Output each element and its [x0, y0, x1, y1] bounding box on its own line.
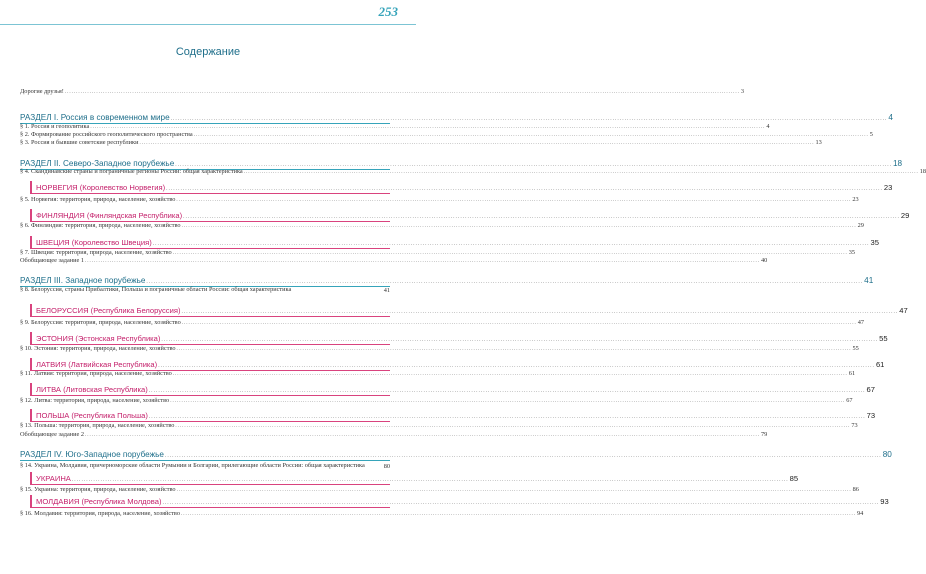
- toc-page-number: 40: [761, 257, 768, 264]
- toc-section-heading: [20, 276, 874, 285]
- toc-country-heading: [20, 411, 876, 420]
- toc-leader-dots: ............................................................................................................................................................................................................................................................................................................: [164, 453, 882, 459]
- toc-country-heading: [20, 334, 888, 343]
- toc-country-heading: [20, 385, 875, 394]
- toc-entry: [20, 397, 853, 404]
- toc-page-number: 73: [866, 411, 876, 420]
- toc-entry-title: § 9. Белоруссия: территория, природа, население, хозяйство: [20, 319, 181, 326]
- country-underline: [30, 484, 390, 485]
- toc-section-heading: [20, 450, 892, 459]
- toc-entry-title: § 3. Россия и бывшие советские республики: [20, 139, 139, 146]
- country-marker-bar: [30, 472, 32, 485]
- toc-entry-title: § 2. Формирование российского геополитического пространства: [20, 131, 193, 138]
- country-marker-bar: [30, 304, 32, 317]
- toc-entry: [20, 196, 859, 203]
- toc-page-number: 4: [888, 113, 893, 122]
- toc-page-number: 55: [852, 345, 859, 352]
- toc-leader-dots: ............................................................................................................................................................................................................................................................................................................: [193, 133, 869, 138]
- toc-entry: [20, 139, 822, 146]
- toc-country-heading: [20, 238, 879, 247]
- toc-section-heading: [20, 159, 903, 168]
- toc-page-number: 4: [766, 123, 770, 130]
- toc-leader-dots: ............................................................................................................................................................................................................................................................................................................: [175, 162, 892, 168]
- country-underline: [30, 193, 390, 194]
- page-number: 253: [378, 4, 398, 19]
- toc-page-number: 41: [383, 287, 390, 294]
- toc-entry-title: УКРАИНА: [36, 474, 71, 483]
- toc-leader-dots: ............................................................................................................................................................................................................................................................................................................: [172, 251, 848, 256]
- toc-leader-dots: ............................................................................................................................................................................................................................................................................................................: [175, 424, 851, 429]
- toc-leader-dots: ............................................................................................................................................................................................................................................................................................................: [64, 90, 740, 95]
- toc-leader-dots: ............................................................................................................................................................................................................................................................................................................: [181, 309, 899, 315]
- toc-leader-dots: ............................................................................................................................................................................................................................................................................................................: [158, 363, 875, 369]
- toc-country-heading: [20, 306, 908, 315]
- toc-leader-dots: ............................................................................................................................................................................................................................................................................................................: [176, 347, 852, 352]
- toc-leader-dots: ............................................................................................................................................................................................................................................................................................................: [170, 116, 888, 122]
- toc-page-number: 29: [900, 211, 910, 220]
- toc-entry: [20, 249, 855, 256]
- toc-page-number: 18: [893, 159, 903, 168]
- toc-page-number: 29: [857, 222, 864, 229]
- toc-page-number: 47: [857, 319, 865, 326]
- toc-leader-dots: ............................................................................................................................................................................................................................................................................................................: [161, 337, 879, 343]
- toc-leader-dots: ............................................................................................................................................................................................................................................................................................................: [146, 279, 864, 285]
- toc-page-number: 23: [883, 183, 893, 192]
- toc-entry: [20, 370, 856, 377]
- country-marker-bar: [30, 383, 32, 396]
- toc-leader-dots: ............................................................................................................................................................................................................................................................................................................: [148, 414, 866, 420]
- country-marker-bar: [30, 495, 32, 508]
- toc-leader-dots: ............................................................................................................................................................................................................................................................................................................: [183, 214, 900, 220]
- toc-page-number: 55: [879, 334, 888, 343]
- toc-entry: [20, 461, 390, 470]
- toc-page-number: 61: [848, 370, 856, 377]
- toc-leader-dots: ............................................................................................................................................................................................................................................................................................................: [162, 500, 880, 506]
- toc-page-number: 5: [869, 131, 873, 138]
- toc-entry-title: § 6. Финляндия: территория, природа, население, хозяйство: [20, 222, 181, 229]
- toc-leader-dots: ............................................................................................................................................................................................................................................................................................................: [90, 125, 766, 130]
- toc-entry-title: ЭСТОНИЯ (Эстонская Республика): [36, 334, 161, 343]
- toc-entry: [20, 285, 390, 294]
- toc-page-number: 3: [740, 88, 744, 95]
- toc-page-number: 67: [846, 397, 853, 404]
- toc-entry: [20, 88, 744, 95]
- toc-entry: [20, 431, 768, 438]
- country-marker-bar: [30, 181, 32, 194]
- toc-leader-dots: ............................................................................................................................................................................................................................................................................................................: [172, 372, 848, 377]
- toc-leader-dots: ............................................................................................................................................................................................................................................................................................................: [176, 488, 852, 493]
- toc-entry-title: РАЗДЕЛ I. Россия в современном мире: [20, 113, 170, 122]
- toc-entry-title: § 4. Скандинавские страны и пограничные регионы России: общая характеристика: [20, 168, 243, 175]
- toc-entry: [20, 222, 864, 229]
- country-underline: [30, 507, 390, 508]
- toc-entry: [20, 486, 859, 493]
- toc-entry: [20, 345, 859, 352]
- toc-leader-dots: ............................................................................................................................................................................................................................................................................................................: [85, 259, 761, 264]
- toc-page-number: 67: [866, 385, 875, 394]
- toc-country-heading: [20, 183, 893, 192]
- toc-page-number: 73: [851, 422, 858, 429]
- toc-page-number: 13: [815, 139, 822, 146]
- toc-leader-dots: ............................................................................................................................................................................................................................................................................................................: [85, 433, 761, 438]
- toc-entry-title: НОРВЕГИЯ (Королевство Норвегия): [36, 183, 166, 192]
- toc-leader-dots: ............................................................................................................................................................................................................................................................................................................: [243, 170, 919, 175]
- toc-entry-title: § 5. Норвегия: территория, природа, население, хозяйство: [20, 196, 176, 203]
- toc-entry-title: Обобщающее задание 1: [20, 257, 85, 264]
- toc-entry: [20, 168, 926, 175]
- toc-entry-title: § 16. Молдавия: территория, природа, население, хозяйство: [20, 510, 181, 517]
- toc-entry: [20, 510, 864, 517]
- toc-leader-dots: ............................................................................................................................................................................................................................................................................................................: [71, 477, 789, 483]
- toc-entry-title: § 1. Россия и геополитика: [20, 123, 90, 130]
- toc-entry: [20, 422, 858, 429]
- toc-entry-title: РАЗДЕЛ III. Западное порубежье: [20, 276, 146, 285]
- toc-country-heading: [20, 360, 885, 369]
- toc-entry-title: § 13. Польша: территория, природа, население, хозяйство: [20, 422, 175, 429]
- toc-page-number: 18: [919, 168, 926, 175]
- country-marker-bar: [30, 409, 32, 422]
- toc-page-number: 85: [789, 474, 799, 483]
- toc-leader-dots: ............................................................................................................................................................................................................................................................................................................: [176, 198, 852, 203]
- toc-entry: [20, 257, 768, 264]
- toc-country-heading: [20, 474, 799, 483]
- toc-entry: [20, 123, 770, 130]
- toc-page-number: 47: [899, 306, 908, 315]
- page-title: Содержание: [175, 46, 241, 58]
- toc-leader-dots: ............................................................................................................................................................................................................................................................................................................: [181, 224, 857, 229]
- toc-entry-title: § 11. Латвия: территория, природа, население, хозяйство: [20, 370, 172, 377]
- toc-page-number: 80: [882, 450, 892, 459]
- toc-page-number: 80: [383, 463, 390, 470]
- toc-entry-title: Обобщающее задание 2: [20, 431, 85, 438]
- toc-entry-title: ШВЕЦИЯ (Королевство Швеция): [36, 238, 152, 247]
- country-underline: [30, 316, 390, 317]
- toc-leader-dots: ............................................................................................................................................................................................................................................................................................................: [148, 388, 866, 394]
- toc-entry-title: ПОЛЬША (Республика Польша): [36, 411, 148, 420]
- toc-page-number: 94: [857, 510, 864, 517]
- toc-leader-dots: ............................................................................................................................................................................................................................................................................................................: [181, 512, 857, 517]
- toc-leader-dots: ............................................................................................................................................................................................................................................................................................................: [152, 241, 870, 247]
- toc-leader-dots: ............................................................................................................................................................................................................................................................................................................: [166, 186, 883, 192]
- country-underline: [30, 395, 390, 396]
- toc-page-number: 93: [880, 497, 889, 506]
- toc-leader-dots: ............................................................................................................................................................................................................................................................................................................: [139, 141, 815, 146]
- toc-section-heading: [20, 113, 893, 122]
- toc-leader-dots: ............................................................................................................................................................................................................................................................................................................: [181, 321, 857, 326]
- toc-entry-title: § 7. Швеция: территория, природа, население, хозяйство: [20, 249, 172, 256]
- toc-entry: [20, 131, 873, 138]
- toc-entry-title: БЕЛОРУССИЯ (Республика Белоруссия): [36, 306, 181, 315]
- toc-page-number: 35: [848, 249, 855, 256]
- country-marker-bar: [30, 209, 32, 222]
- toc-entry-title: ФИНЛЯНДИЯ (Финляндская Республика): [36, 211, 183, 220]
- header-rule: [0, 24, 416, 25]
- toc-page-number: 79: [761, 431, 768, 438]
- toc-entry-title: РАЗДЕЛ II. Северо-Западное порубежье: [20, 159, 175, 168]
- toc-entry-title: Дорогие друзья!: [20, 88, 64, 95]
- toc-entry-title: § 15. Украина: территория, природа, население, хозяйство: [20, 486, 176, 493]
- toc-page-number: 23: [852, 196, 859, 203]
- toc-entry-title: § 12. Литва: территория, природа, население, хозяйство: [20, 397, 170, 404]
- toc-leader-dots: ............................................................................................................................................................................................................................................................................................................: [170, 399, 846, 404]
- toc-country-heading: [20, 497, 889, 506]
- country-marker-bar: [30, 236, 32, 249]
- toc-page-number: 41: [864, 276, 874, 285]
- toc-entry-title: МОЛДАВИЯ (Республика Молдова): [36, 497, 162, 506]
- toc-entry: [20, 319, 865, 326]
- toc-page-number: 61: [875, 360, 885, 369]
- toc-country-heading: [20, 211, 910, 220]
- toc-page-number: 35: [870, 238, 879, 247]
- toc-entry-title: ЛИТВА (Литовская Республика): [36, 385, 148, 394]
- toc-entry-title: РАЗДЕЛ IV. Юго-Западное порубежье: [20, 450, 164, 459]
- toc-page-number: 86: [852, 486, 859, 493]
- toc-entry-title: § 8. Белоруссия, страны Прибалтики, Польша и пограничные области России: общая характеристика: [20, 286, 292, 293]
- toc-entry-title: ЛАТВИЯ (Латвийская Республика): [36, 360, 158, 369]
- toc-entry-title: § 10. Эстония: территория, природа, население, хозяйство: [20, 345, 176, 352]
- toc-entry-title: § 14. Украина, Молдавия, причерноморские области Румынии и Болгарии, прилегающие области России: общая характеристика: [20, 462, 365, 469]
- country-marker-bar: [30, 332, 32, 345]
